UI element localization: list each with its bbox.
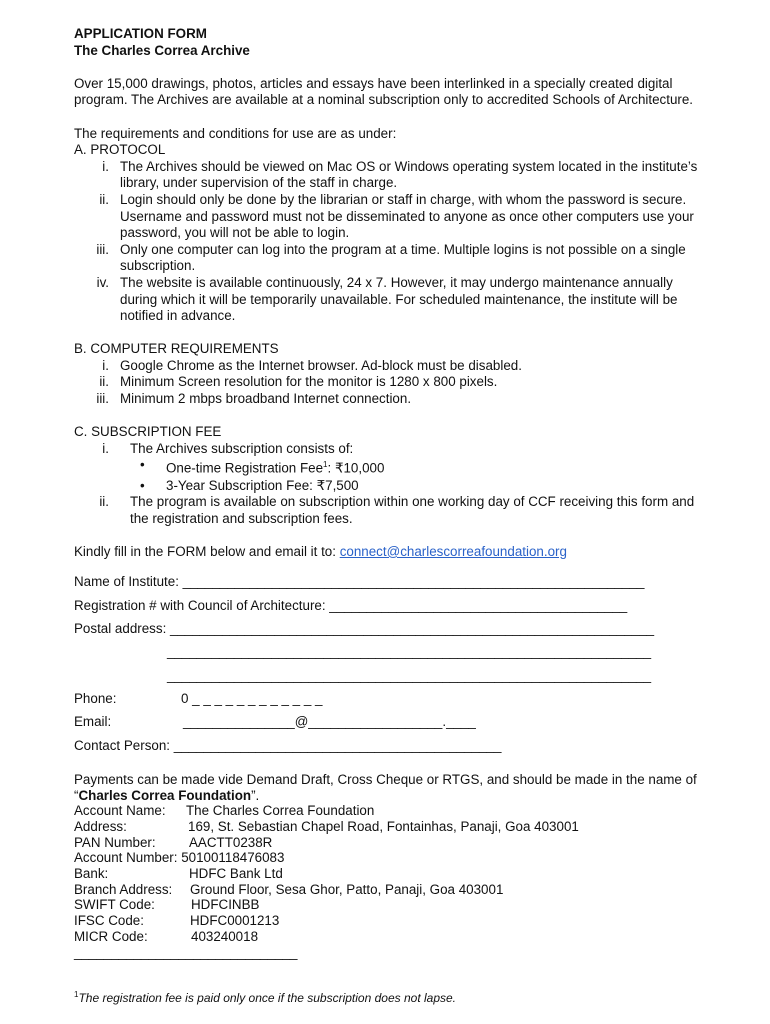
bullet-dot: • (140, 477, 145, 493)
bank-detail-row (74, 913, 704, 929)
bank-detail-label: MICR Code: (74, 928, 148, 944)
bullet-text: 3-Year Subscription Fee: ₹7,500 (166, 477, 359, 493)
item-number: ii. (99, 374, 109, 390)
bank-detail-label: SWIFT Code: (74, 897, 155, 913)
bank-detail-value: 50100118476083 (181, 850, 285, 866)
item-number: ii. (99, 191, 109, 207)
payment-intro-end: ”. (251, 787, 260, 803)
item-number: i. (102, 357, 109, 373)
list-item (74, 441, 704, 458)
form-subtitle: The Charles Correa Archive (74, 42, 250, 58)
bullet-dot: • (140, 457, 145, 473)
item-number: iii. (96, 241, 109, 257)
email-field[interactable] (74, 710, 704, 733)
item-text: The website is available continuously, 24 x 7. However, it may undergo maintenance annually during which it will be temporarily unavailable. For scheduled maintenance, the institute will be notified in advance. (120, 274, 678, 324)
item-number: iv. (96, 274, 109, 290)
fee-heading: C. SUBSCRIPTION FEE (74, 424, 222, 440)
bank-detail-value: The Charles Correa Foundation (186, 803, 375, 819)
computer-list (74, 358, 704, 408)
protocol-heading: A. PROTOCOL (74, 142, 166, 158)
item-number: ii. (99, 494, 109, 510)
bank-detail-value: HDFCINBB (191, 897, 260, 913)
separator-line: ______________________________ (74, 944, 298, 960)
fee-list (74, 441, 704, 527)
item-text: Google Chrome as the Internet browser. Ad-block must be disabled. (120, 357, 522, 373)
bullet-item (74, 457, 704, 477)
bank-detail-row (74, 866, 704, 882)
list-item (74, 494, 704, 527)
footnote-text: The registration fee is paid only once if the subscription does not lapse. (78, 991, 457, 1005)
bank-detail-label: PAN Number: (74, 834, 156, 850)
bullet-item (74, 478, 704, 495)
bank-detail-row (74, 929, 704, 945)
contact-person-field[interactable]: Contact Person: ____________________________________________ (74, 737, 502, 753)
application-form (74, 570, 704, 756)
bank-detail-value: 403240018 (191, 928, 259, 944)
bank-detail-row (74, 835, 704, 851)
list-item (74, 391, 704, 408)
email-instruction-text: Kindly fill in the FORM below and email it to: (74, 543, 340, 559)
list-item (74, 159, 704, 192)
bank-detail-value: 169, St. Sebastian Chapel Road, Fontainhas, Panaji, Goa 403001 (188, 818, 579, 834)
bank-detail-row (74, 897, 704, 913)
email-value[interactable]: _______________@__________________.____ (183, 714, 476, 730)
bank-detail-label: Bank: (74, 866, 109, 882)
phone-label: Phone: (74, 690, 117, 706)
registration-fee-label: One-time Registration Fee (166, 460, 324, 476)
phone-field[interactable] (74, 687, 704, 710)
item-text: The Archives subscription consists of: (130, 440, 354, 456)
bank-detail-row (74, 803, 704, 819)
bank-detail-value: AACTT0238R (189, 834, 273, 850)
phone-value[interactable]: 0 _ _ _ _ _ _ _ _ _ _ _ _ (181, 690, 323, 706)
form-title: APPLICATION FORM (74, 26, 207, 41)
bullet-text (166, 457, 384, 477)
payment-section (74, 772, 704, 960)
bank-detail-row (74, 819, 704, 835)
item-text: Minimum 2 mbps broadband Internet connection. (120, 391, 412, 407)
bank-detail-label: IFSC Code: (74, 913, 144, 929)
computer-heading: B. COMPUTER REQUIREMENTS (74, 341, 279, 357)
registration-field[interactable]: Registration # with Council of Architecture: ________________________________________ (74, 597, 628, 613)
postal-address-field[interactable]: Postal address: _________________________________________________________________ (74, 621, 655, 637)
list-item (74, 192, 704, 242)
item-number: i. (102, 158, 109, 174)
list-item (74, 242, 704, 275)
requirements-intro: The requirements and conditions for use are as under: (74, 125, 397, 141)
email-label: Email: (74, 714, 112, 730)
postal-address-line-2[interactable]: _________________________________________________________________ (74, 644, 652, 660)
list-item (74, 358, 704, 375)
email-link[interactable]: connect@charlescorreafoundation.org (339, 543, 567, 559)
registration-fee-amount: : ₹10,000 (327, 460, 385, 476)
payment-intro (74, 772, 704, 803)
item-text: The Archives should be viewed on Mac OS or Windows operating system located in the institute’s library, under supervision of the staff in charge. (120, 158, 698, 191)
bank-detail-row (74, 850, 704, 866)
payee-name: Charles Correa Foundation (78, 787, 252, 803)
intro-paragraph: Over 15,000 drawings, photos, articles and essays have been interlinked in a specially created digital program. The Archives are available at a nominal subscription only to accredited Schools of Architecture. (74, 75, 694, 108)
bank-detail-row (74, 882, 704, 898)
item-number: iii. (96, 391, 109, 407)
document-page (74, 26, 704, 960)
bank-detail-value: HDFC0001213 (190, 913, 280, 929)
item-text: Login should only be done by the librarian or staff in charge, with whom the password is secure. Username and password must not be disseminated to anyone as once other computers use your password, you will not be able to login. (120, 191, 694, 241)
bank-detail-label: Branch Address: (74, 881, 173, 897)
list-item (74, 374, 704, 391)
bank-detail-value: HDFC Bank Ltd (189, 866, 283, 882)
postal-address-line-3[interactable]: _________________________________________________________________ (74, 667, 652, 683)
bank-detail-label: Account Number: (74, 850, 178, 866)
footnote (74, 990, 456, 1005)
institute-field[interactable]: Name of Institute: ______________________________________________________________ (74, 574, 645, 590)
payment-intro-text: Payments can be made vide Demand Draft, Cross Cheque or RTGS, and should be made in the name of “ (74, 771, 697, 803)
email-instruction (74, 544, 704, 561)
item-text: The program is available on subscription within one working day of CCF receiving this form and the registration and subscription fees. (130, 494, 695, 526)
footnote-ref: 1 (323, 460, 328, 470)
item-number: i. (102, 440, 109, 456)
item-text: Minimum Screen resolution for the monitor is 1280 x 800 pixels. (120, 374, 498, 390)
list-item (74, 275, 704, 325)
bank-detail-value: Ground Floor, Sesa Ghor, Patto, Panaji, Goa 403001 (190, 881, 504, 897)
footnote-mark: 1 (74, 990, 79, 999)
bank-detail-label: Address: (74, 818, 127, 834)
bank-detail-label: Account Name: (74, 803, 166, 819)
protocol-list (74, 159, 704, 325)
item-text: Only one computer can log into the program at a time. Multiple logins is not possible on a single subscription. (120, 241, 686, 274)
